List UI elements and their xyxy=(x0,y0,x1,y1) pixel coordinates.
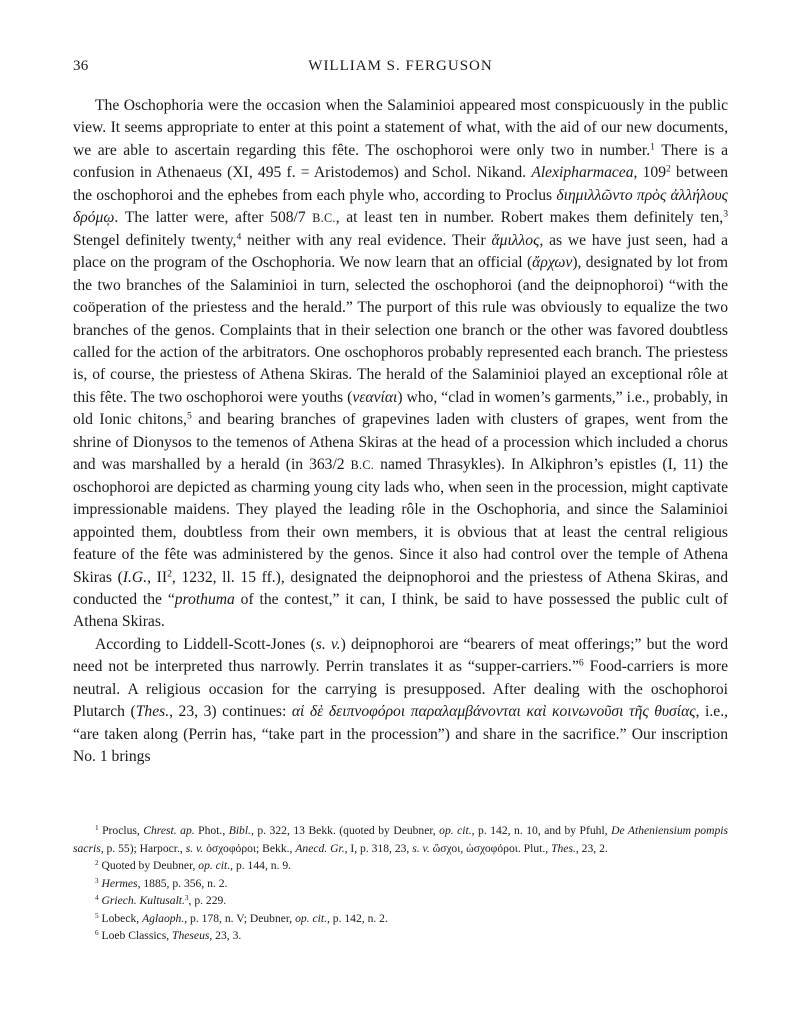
note-ref: 2 xyxy=(666,164,671,176)
text-run: , p. 322, 13 Bekk. (quoted by Deubner, xyxy=(250,824,440,837)
footnote xyxy=(73,892,728,910)
text-run: Lobeck, xyxy=(98,911,143,925)
italic-run: Chrest. ap. xyxy=(143,824,195,837)
text-run: , p. 144, n. 9. xyxy=(230,859,292,872)
text-run: According to Liddell-Scott-Jones ( xyxy=(95,635,316,653)
italic-run: op. cit. xyxy=(198,859,231,872)
italic-run: Griech. Kultusalt. xyxy=(101,894,185,907)
text-run: There is a confusion in Athenaeus (XI, 495 f. = Aristodemos) and Schol. Nikand. xyxy=(73,141,728,182)
footnote xyxy=(73,875,728,893)
text-run: , I, p. 318, 23, xyxy=(344,841,413,855)
italic-run: Anecd. Gr. xyxy=(295,841,345,855)
text-run: , i.e., “are taken along (Perrin has, “take part in the procession”) and share in the sacrifice.” Our inscription No. 1 brings xyxy=(73,703,729,766)
text-run: , 109 xyxy=(633,164,667,182)
footnote xyxy=(73,822,728,857)
text-run: , 23, 3. xyxy=(209,929,242,942)
italic-run: Alexipharmacea xyxy=(531,164,634,182)
note-ref: 5 xyxy=(95,911,99,920)
footnote xyxy=(73,927,728,945)
page-header xyxy=(73,58,728,82)
italic-run: διημιλλῶντο πρὸς ἀλλήλους δρόμῳ xyxy=(73,186,728,227)
text-run: neither with any real evidence. Their xyxy=(241,231,492,249)
italic-run: Bibl. xyxy=(228,824,251,837)
italic-run: ἄρχων xyxy=(532,254,573,272)
text-run: ὀσχοφόροι; Bekk., xyxy=(203,841,296,855)
text-run: , p. 142, n. 2. xyxy=(326,911,388,925)
note-ref: 3 xyxy=(184,894,189,903)
text-run: Proclus, xyxy=(98,824,144,837)
running-head: WILLIAM S. FERGUSON xyxy=(308,58,493,74)
text-run: , p. 229. xyxy=(188,894,227,907)
italic-run: s. v. xyxy=(412,841,430,855)
text-run: . The latter were, after 508/7 xyxy=(114,209,313,227)
italic-run: I.G. xyxy=(122,568,148,586)
italic-run: op. cit. xyxy=(439,824,472,837)
text-run: , 23, 3) continues: xyxy=(169,703,292,721)
page-number: 36 xyxy=(73,58,89,74)
note-ref: 1 xyxy=(650,141,655,153)
text-run: ) deipnophoroi are “bearers of meat offerings;” but the word need not be interpreted thus narrowly. Perrin translates it as “supper-carriers.” xyxy=(73,635,728,676)
italic-run: s. v. xyxy=(315,635,341,653)
italic-run: Hermes xyxy=(101,876,138,890)
text-run: Food-carriers is more neutral. A religious occasion for the carrying is presupposed. After dealing with the oschophoroi Plutarch ( xyxy=(73,658,728,721)
text-run: , p. 142, n. 10, and by Pfuhl, xyxy=(471,824,612,837)
text-run: Stengel definitely twenty, xyxy=(73,231,237,249)
italic-run: Aglaoph. xyxy=(142,911,185,925)
text-run: , 23, 2. xyxy=(575,841,608,855)
text-run: ὤσχοι, ὠσχοφόροι. Plut., xyxy=(429,841,552,855)
text-run: The Oschophoria were the occasion when the Salaminioi appeared most conspicuously in the public view. It seems appropriate to enter at this point a statement of what, with the aid of our new documents, we are able to ascertain regarding this fête. The oschophoroi were only two in number. xyxy=(73,97,728,159)
text-run: of the contest,” it can, I think, be said to have possessed the public cult of Athena Skiras. xyxy=(73,590,728,631)
text-run: named Thrasykles). In Alkiphron’s epistles (I, 11) the oschophoroi are depicted as charming young city lads who, when seen in the procession, might captivate impressionable maidens. They played the leading rôle in the Oschophoria, and since the Salaminioi appointed them, doubtless from their own members, it is obvious that at least the central religious feature of the fête was administered by the genos. Since it also had control over the temple of Athena Skiras ( xyxy=(73,456,728,586)
italic-run: Thes. xyxy=(551,841,576,855)
text-run: Quoted by Deubner, xyxy=(98,859,199,872)
text-run: , at least ten in number. Robert makes them definitely ten, xyxy=(335,209,724,227)
italic-run: op. cit. xyxy=(295,911,327,925)
text-run: Phot., xyxy=(194,824,229,837)
footnotes xyxy=(73,822,728,945)
footnote xyxy=(73,910,728,928)
note-ref: 3 xyxy=(95,876,99,885)
italic-run: αἱ δὲ δειπνοφόροι παραλαμβάνονται καὶ κοινωνοῦσι τῆς θυσίας xyxy=(291,703,696,721)
paragraph xyxy=(73,95,728,634)
italic-run: prothuma xyxy=(174,590,235,608)
text-run: and bearing branches of grapevines laden with clusters of grapes, went from the shrine of Dionysos to the temenos of Athena Skiras at the head of a procession which included a chorus and was marshalled by a herald (in 363/2 xyxy=(73,411,728,474)
italic-run: s. v. xyxy=(185,841,204,855)
note-ref: 6 xyxy=(578,658,584,670)
text-run: , p. 55); Harpocr., xyxy=(100,841,186,855)
text-run: , 1885, p. 356, n. 2. xyxy=(137,876,228,890)
note-ref: 2 xyxy=(167,568,172,580)
italic-run: Theseus xyxy=(172,929,210,942)
note-ref: 1 xyxy=(95,824,99,833)
note-ref: 3 xyxy=(723,208,729,220)
text-run: , p. 178, n. V; Deubner, xyxy=(184,911,296,925)
small-caps-run: B.C. xyxy=(312,211,336,226)
italic-run: νεανίαι xyxy=(352,388,398,406)
text-run: Loeb Classics, xyxy=(98,929,173,942)
text-run: , as we have just seen, had a place on the program of the Oschophoria. We now learn that an official ( xyxy=(73,231,729,272)
text-run: ), designated by lot from the two branches of the Salaminioi in turn, selected the oschophoroi (and the deipnophoroi) “with the coöperation of the priestess and the herald.” The purport of this rule was obviously to equalize the two branches of the genos. Complaints that in their selection one branch or the other was favored doubtless called for the action of the arbitrators. One oschophoros probably represented each branch. The priestess is, of course, the priestess of Athena Skiras. The herald of the Salaminioi played an exceptional rôle at this fête. The two oschophoroi were youths ( xyxy=(73,254,728,406)
italic-run: ἅμιλλος xyxy=(491,231,540,249)
text-run: between the oschophoroi and the ephebes from each phyle who, according to Proclus xyxy=(73,164,728,204)
note-ref: 5 xyxy=(186,411,192,423)
text-run: , 1232, ll. 15 ff.), designated the deipnophoroi and the priestess of Athena Skiras, and conducted the “ xyxy=(73,568,729,608)
note-ref: 6 xyxy=(95,929,99,938)
italic-run: Thes. xyxy=(135,703,170,721)
note-ref: 4 xyxy=(95,894,99,903)
text-run: , II xyxy=(147,568,168,586)
note-ref: 4 xyxy=(236,231,242,243)
body-text xyxy=(73,95,728,769)
footnote xyxy=(73,857,728,875)
paragraph xyxy=(73,634,728,769)
small-caps-run: B.C. xyxy=(350,458,375,473)
italic-run: De Atheniensium pompis sacris xyxy=(73,824,728,855)
text-run: ) who, “clad in women’s garments,” i.e., probably, in old Ionic chitons, xyxy=(73,388,729,429)
note-ref: 2 xyxy=(95,859,99,868)
